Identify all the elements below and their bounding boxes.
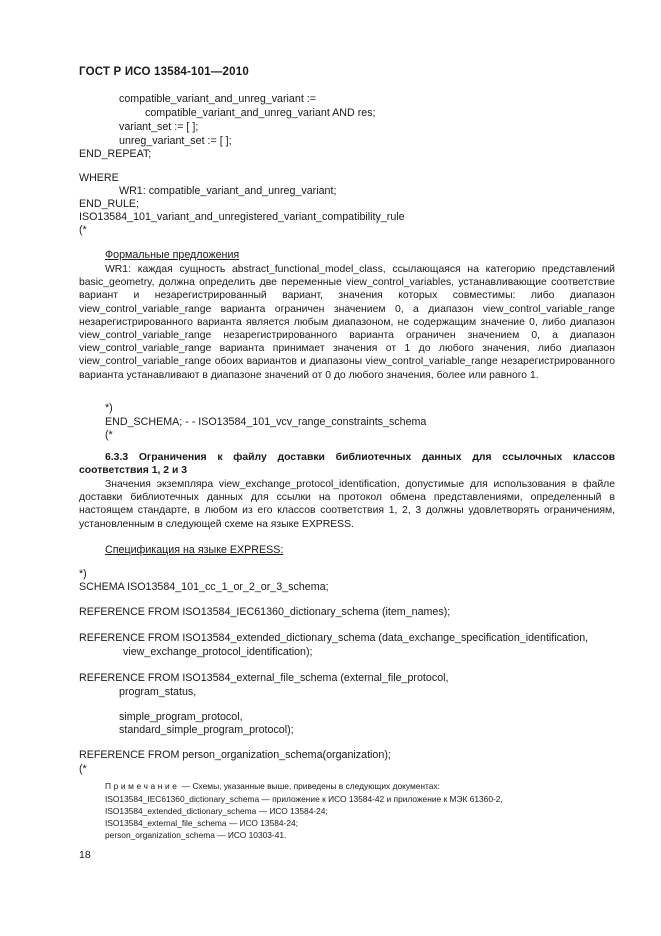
express-spec-title: Спецификация на языке EXPRESS: [105, 544, 284, 556]
code-line: compatible_variant_and_unreg_variant AND res; [145, 107, 376, 119]
code-line: WHERE [79, 172, 119, 184]
code-line: REFERENCE FROM ISO13584_external_file_schema (external_file_protocol, [79, 672, 449, 684]
code-line: program_status, [119, 686, 197, 698]
note-line: ISO13584_IEC61360_dictionary_schema — приложение к ИСО 13584-42 и приложение к МЭК 61360-2, [105, 794, 503, 804]
code-line: compatible_variant_and_unreg_variant := [119, 93, 316, 105]
code-line: unreg_variant_set := [ ]; [119, 135, 232, 147]
code-line: standard_simple_program_protocol); [119, 724, 294, 736]
note-line: ISO13584_external_file_schema — ИСО 13584-24; [105, 818, 298, 828]
code-line: ISO13584_101_variant_and_unregistered_variant_compatibility_rule [79, 211, 405, 223]
page-number: 18 [79, 849, 91, 861]
note-intro: — Схемы, указанные выше, приведены в следующих документах: [179, 781, 440, 791]
note-line: ISO13584_extended_dictionary_schema — ИСО 13584-24; [105, 806, 328, 816]
formal-text: WR1: каждая сущность abstract_functional_model_class, ссылающаяся на категорию представлений basic_geometry, должна определить две переменные view_control_variables, устанавливающие соответствие вариант и незарегистрированный вариант, значения которых совместимы: либо диапазон view_control_variable_range варианта ограничен значением 0, а диапазон view_control_variable_range незарегистрированного варианта является любым диапазоном, не содержащим значение 0, либо диапазон view_control_variable_range незарегистрированного варианта ограничен значением 0, а диапазон view_control_variable_range варианта принимает значения от 1 до любого значения, либо диапазон view_control_variable_range обоих вариантов и диапазоны view_control_variable_range незарегистрированного варианта устанавливают в диапазоне значений от 0 до любого значения, более или равного 1. [79, 264, 615, 381]
code-line: variant_set := [ ]; [119, 121, 199, 133]
note-label: Примечание [105, 781, 180, 791]
code-line: *) [79, 568, 87, 580]
code-line: END_REPEAT; [79, 148, 152, 160]
code-line: simple_program_protocol, [119, 711, 243, 723]
document-header: ГОСТ Р ИСО 13584-101—2010 [79, 66, 249, 78]
code-line: WR1: compatible_variant_and_unreg_variant; [119, 185, 337, 197]
code-line: END_SCHEMA; - - ISO13584_101_vcv_range_constraints_schema [105, 416, 427, 428]
code-line: SCHEMA ISO13584_101_cc_1_or_2_or_3_schema; [79, 581, 329, 593]
code-line: view_exchange_protocol_identification); [123, 646, 313, 658]
code-line: (* [79, 763, 87, 775]
formal-title: Формальные предложения [105, 249, 240, 261]
section-body: Значения экземпляра view_exchange_protocol_identification, допустимые для использования в файле доставки библиотечных данных для ссылки на протокол обмена представлениями, определенный в настоящем стандарте, в любом из его классов соответствия 1, 2, 3 должны удовлетворять ограничениям, установленным в следующей схеме на языке EXPRESS. [79, 479, 615, 530]
code-line: REFERENCE FROM ISO13584_IEC61360_dictionary_schema (item_names); [79, 606, 451, 618]
code-line: REFERENCE FROM ISO13584_extended_dictionary_schema (data_exchange_specification_identification, [79, 632, 589, 644]
code-line: REFERENCE FROM person_organization_schema(organization); [79, 749, 391, 761]
section-heading: 6.3.3 Ограничения к файлу доставки библиотечных данных для ссылочных классов соответствия 1, 2 и 3 [79, 452, 615, 477]
code-line: *) [105, 402, 113, 414]
code-line: END_RULE; [79, 198, 139, 210]
note-heading [105, 781, 440, 792]
code-line: (* [79, 224, 87, 236]
code-line: (* [105, 429, 113, 441]
note-line: person_organization_schema — ИСО 10303-41. [105, 830, 287, 840]
